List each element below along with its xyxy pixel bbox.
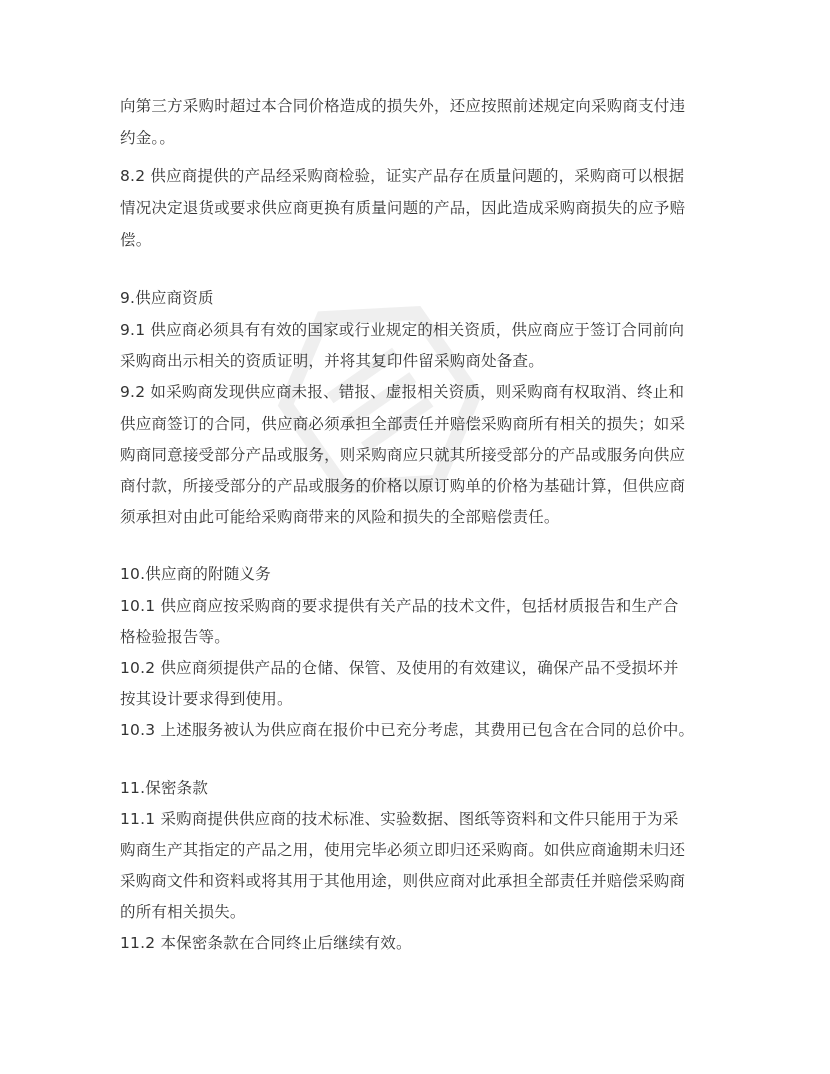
text-line: 格检验报告等。 [120,628,230,646]
text-line: 商付款，所接受部分的产品或服务的价格以原订购单的价格为基础计算，但供应商 [120,477,686,495]
clause-11-2: 11.2 本保密条款在合同终止后继续有效。 [120,934,412,952]
clause-9-1: 9.1 供应商必须具有有效的国家或行业规定的相关资质，供应商应于签订合同前向 [120,321,685,339]
text-line: 情况决定退货或要求供应商更换有质量问题的产品，因此造成采购商损失的应予赔 [120,199,686,217]
clause-9-2: 9.2 如采购商发现供应商未报、错报、虚报相关资质，则采购商有权取消、终止和 [120,383,685,401]
clause-10-2: 10.2 供应商须提供产品的仓储、保管、及使用的有效建议，确保产品不受损坏并 [120,659,679,677]
clause-10-1: 10.1 供应商应按采购商的要求提供有关产品的技术文件，包括材质报告和生产合 [120,597,679,615]
section-heading-11: 11.保密条款 [120,779,209,797]
clause-11-1: 11.1 采购商提供供应商的技术标准、实验数据、图纸等资料和文件只能用于为采 [120,810,679,828]
text-line: 向第三方采购时超过本合同价格造成的损失外，还应按照前述规定向采购商支付违 [120,97,686,115]
text-line: 采购商出示相关的资质证明，并将其复印件留采购商处备查。 [120,352,544,370]
text-line: 须承担对由此可能给采购商带来的风险和损失的全部赔偿责任。 [120,508,560,526]
text-line: 偿。 [120,231,152,249]
clause-8-2: 8.2 供应商提供的产品经采购商检验，证实产品存在质量问题的，采购商可以根据 [120,167,685,185]
text-line: 的所有相关损失。 [120,903,246,921]
section-heading-10: 10.供应商的附随义务 [120,565,271,583]
text-line: 购商生产其指定的产品之用，使用完毕必须立即归还采购商。如供应商逾期未归还 [120,841,686,859]
text-line: 供应商签订的合同，供应商必须承担全部责任并赔偿采购商所有相关的损失；如采 [120,415,686,433]
section-heading-9: 9.供应商资质 [120,289,214,307]
text-line: 按其设计要求得到使用。 [120,690,293,708]
text-line: 采购商文件和资料或将其用于其他用途，则供应商对此承担全部责任并赔偿采购商 [120,872,686,890]
clause-10-3: 10.3 上述服务被认为供应商在报价中已充分考虑，其费用已包含在合同的总价中。 [120,721,695,739]
text-line: 购商同意接受部分产品或服务，则采购商应只就其所接受部分的产品或服务向供应 [120,446,686,464]
text-line: 约金。。 [120,129,176,147]
